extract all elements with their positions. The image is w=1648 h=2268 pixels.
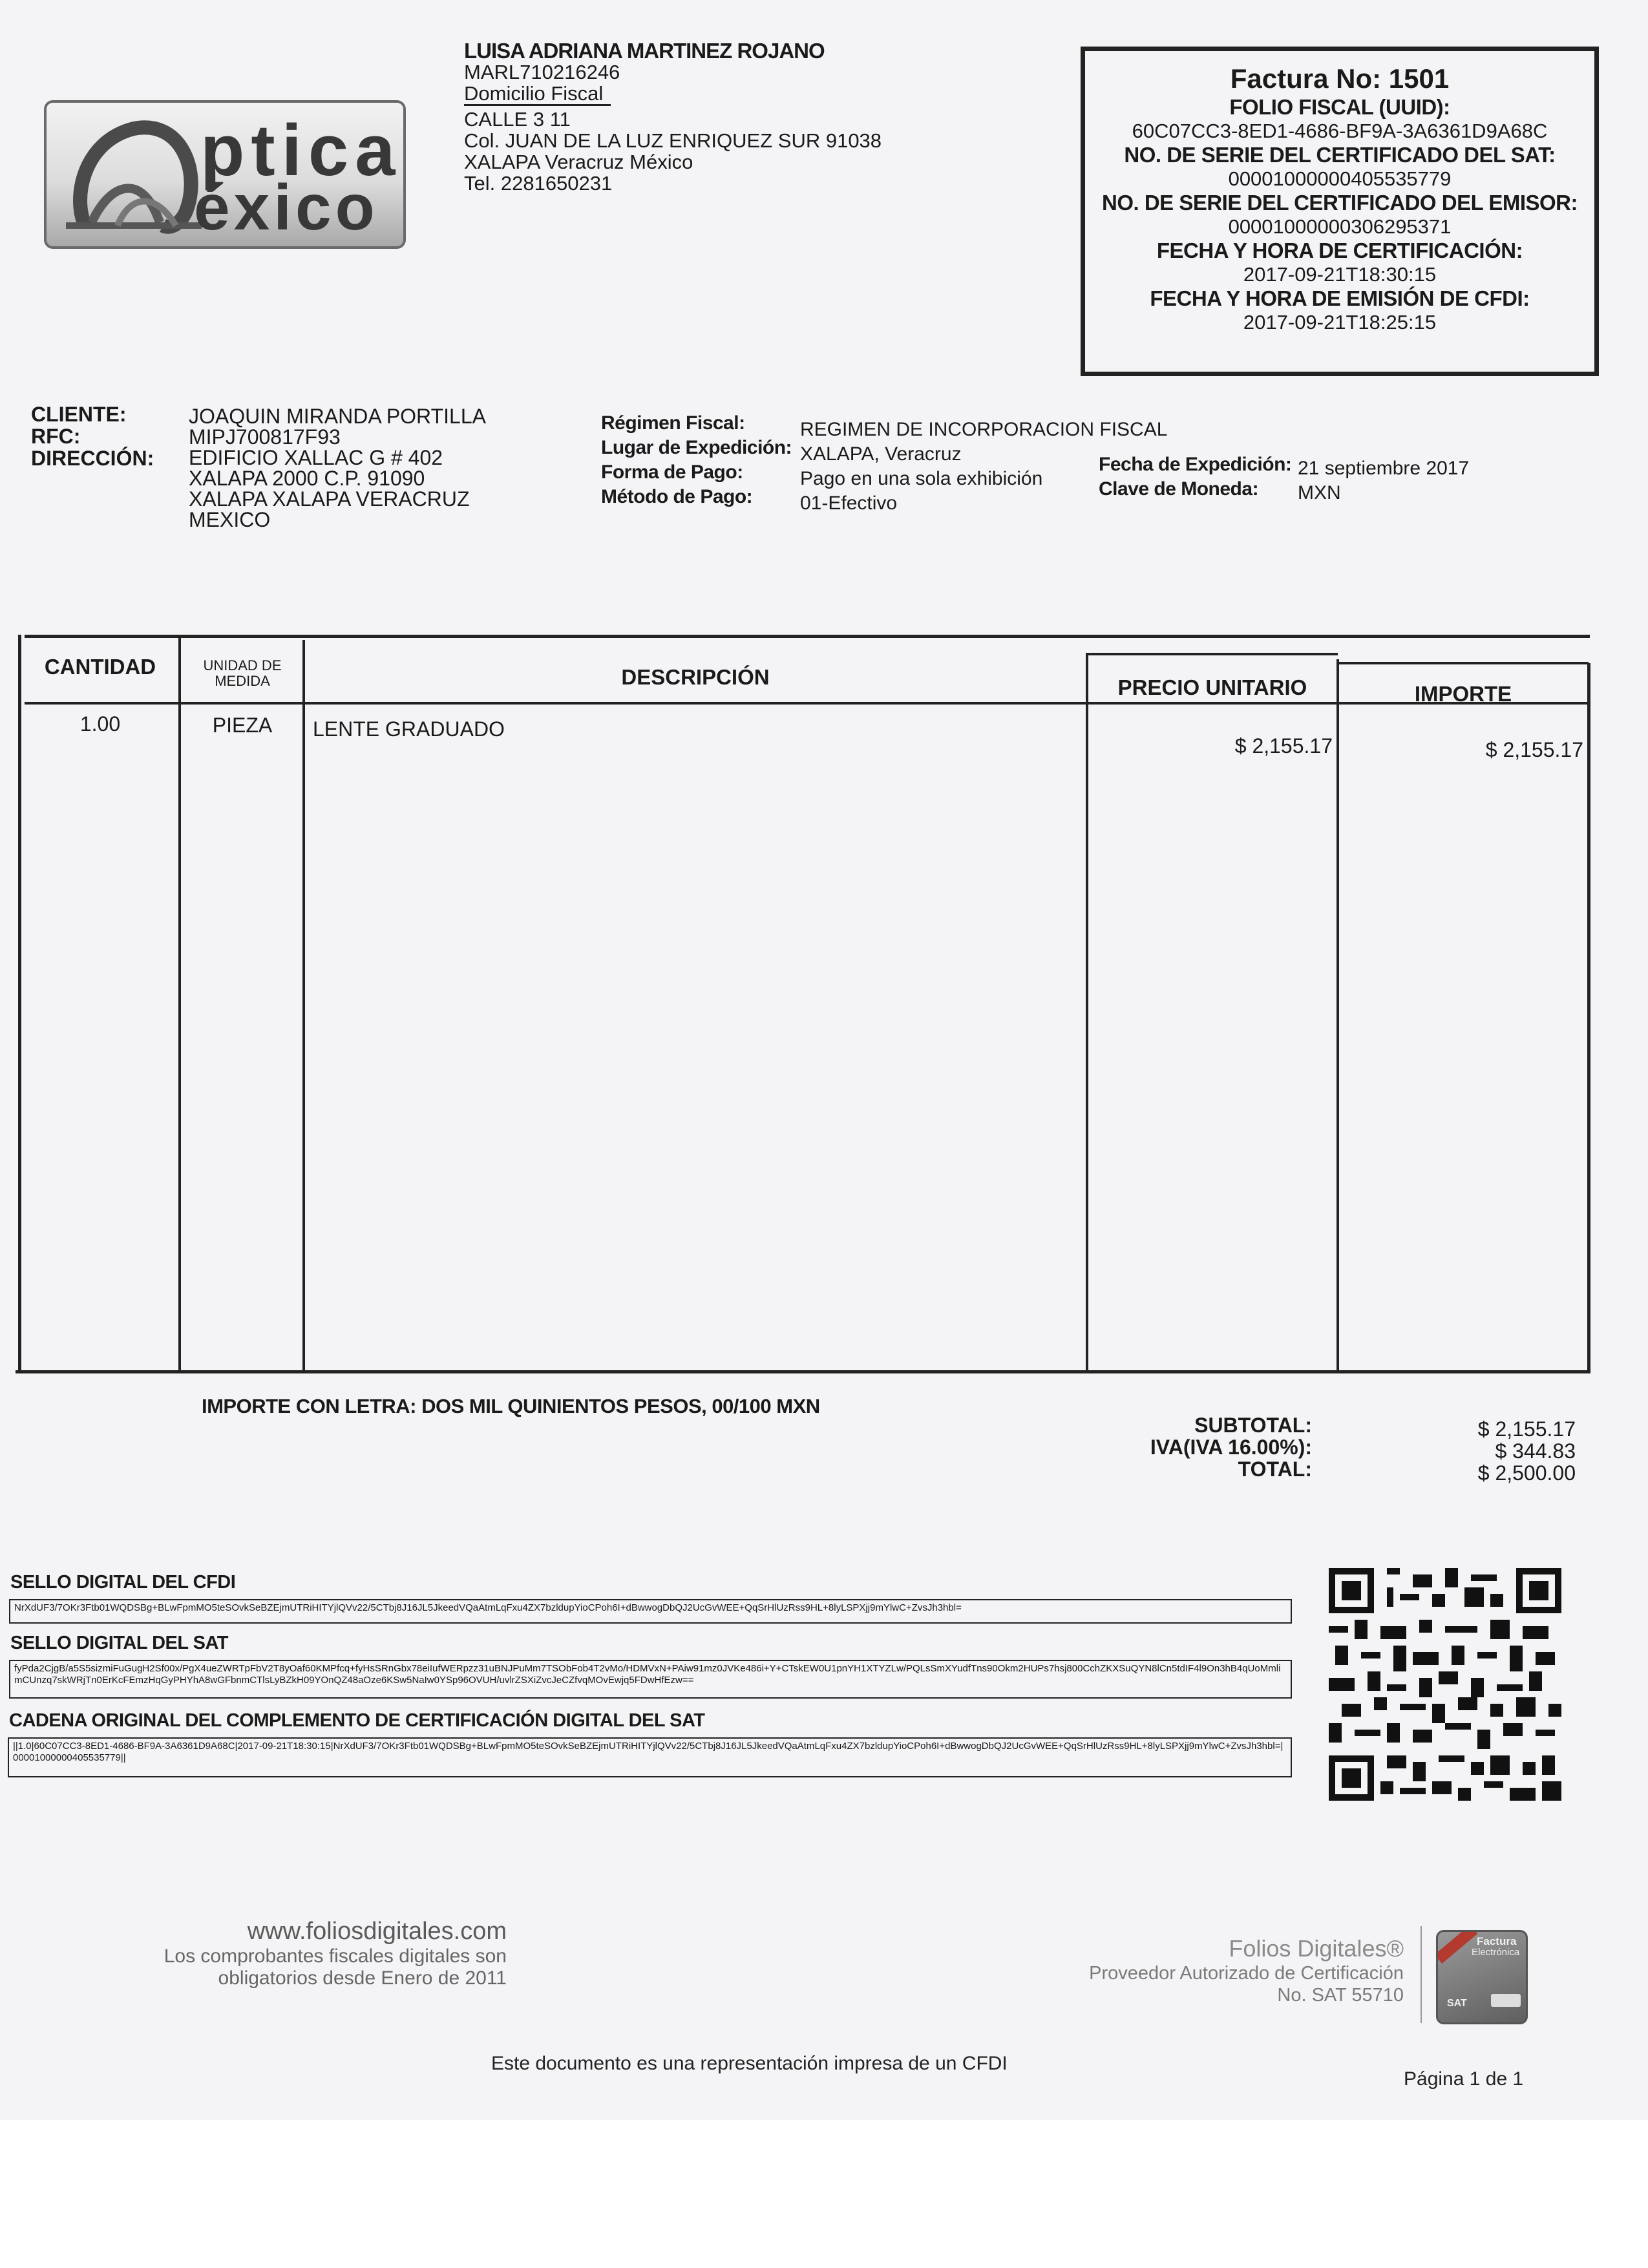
- emision-date-label: FECHA Y HORA DE EMISIÓN DE CFDI:: [1150, 286, 1530, 310]
- client-addr3: XALAPA XALAPA VERACRUZ: [189, 487, 470, 511]
- header-unidad-line1: UNIDAD DE: [203, 657, 282, 673]
- client-addr1: EDIFICIO XALLAC G # 402: [189, 446, 443, 469]
- totals-values: [1382, 1418, 1576, 1484]
- header-cantidad: CANTIDAD: [44, 655, 156, 679]
- cert-date-value: 2017-09-21T18:30:15: [1243, 263, 1437, 286]
- total-label: TOTAL:: [1238, 1457, 1312, 1481]
- emitter-colonia: Col. JUAN DE LA LUZ ENRIQUEZ SUR 91038: [464, 129, 882, 152]
- header-importe: IMPORTE: [1414, 682, 1512, 706]
- sat-cert-label: NO. DE SERIE DEL CERTIFICADO DEL SAT:: [1124, 143, 1556, 167]
- footer-brand: Folios Digitales®: [1229, 1935, 1404, 1962]
- row-importe: $ 2,155.17: [1485, 738, 1583, 761]
- lugar-value: XALAPA, Veracruz: [800, 443, 962, 465]
- rfc-label: RFC:: [31, 425, 81, 448]
- emisor-cert-label: NO. DE SERIE DEL CERTIFICADO DEL EMISOR:: [1101, 191, 1578, 215]
- sello-sat-label: SELLO DIGITAL DEL SAT: [10, 1633, 228, 1653]
- footer-note1: Los comprobantes fiscales digitales son: [164, 1945, 507, 1967]
- fecha-values: [1298, 456, 1469, 505]
- iva-label: IVA(IVA 16.00%):: [1150, 1436, 1312, 1459]
- table-right-border: [1587, 663, 1590, 1373]
- iva-value: $ 344.83: [1495, 1439, 1576, 1463]
- client-labels: [31, 403, 154, 469]
- table-left-border: [18, 635, 21, 1373]
- logo-line2: éxico: [194, 171, 379, 244]
- sat-badge-icon: [1436, 1930, 1528, 2024]
- sat-badge-pill: [1491, 1994, 1521, 2007]
- totals-labels: [1066, 1414, 1312, 1480]
- fecha-value: 21 septiembre 2017: [1298, 458, 1470, 479]
- metodo-label: Método de Pago:: [601, 486, 753, 507]
- footer-note2: obligatorios desde Enero de 2011: [218, 1967, 507, 1989]
- cadena-label: CADENA ORIGINAL DEL COMPLEMENTO DE CERTIFICACIÓN DIGITAL DEL SAT: [9, 1710, 705, 1731]
- client-rfc: MIPJ700817F93: [189, 425, 341, 449]
- col-divider-1: [178, 635, 181, 1372]
- page-number: Página 1 de 1: [1404, 2068, 1524, 2090]
- footer-website[interactable]: www.foliosdigitales.com: [247, 1918, 507, 1945]
- direccion-label: DIRECCIÓN:: [31, 447, 154, 470]
- footer-divider: [1421, 1926, 1422, 2023]
- folio-label: FOLIO FISCAL (UUID):: [1229, 95, 1450, 119]
- fiscal-labels: [601, 411, 792, 509]
- metodo-value: 01-Efectivo: [800, 493, 898, 514]
- amount-words-value: DOS MIL QUINIENTOS PESOS, 00/100 MXN: [421, 1395, 820, 1417]
- subtotal-label: SUBTOTAL:: [1194, 1414, 1312, 1437]
- folio-value: 60C07CC3-8ED1-4686-BF9A-3A6361D9A68C: [1132, 120, 1548, 142]
- fecha-label: Fecha de Expedición:: [1099, 454, 1292, 475]
- header-unidad: [182, 658, 302, 689]
- cadena-value: ||1.0|60C07CC3-8ED1-4686-BF9A-3A6361D9A68C|2017-09-21T18:30:15|NrXdUF3/7OKr3Ftb01WQDSBg+BLwFpmMO5teSOvkSeBZEjmUTRiHITYjlQVv22/5CTbj8J16JL5JkeedVQaAtmLqFxu4ZX7bzldupYioCPoh6I+dBwwogDbQJ2UcGvWEE+QqSrHlUzRss9HL+8lyLSPXjj9mYlwC+ZvsJh3hbl=|00001000000405535779||: [8, 1737, 1292, 1777]
- header-precio: PRECIO UNITARIO: [1117, 675, 1307, 699]
- col-divider-2: [302, 640, 305, 1372]
- qr-code-icon: [1329, 1568, 1561, 1801]
- sello-cfdi-label: SELLO DIGITAL DEL CFDI: [10, 1572, 236, 1593]
- table-top-border: [25, 635, 1590, 638]
- emitter-block: [464, 40, 882, 194]
- emitter-city: XALAPA Veracruz México: [464, 151, 693, 173]
- client-values: [189, 406, 486, 530]
- moneda-label: Clave de Moneda:: [1099, 478, 1259, 500]
- logo-line1: ptica: [200, 110, 402, 191]
- fecha-labels: [1099, 452, 1291, 502]
- emisor-cert-value: 00001000000306295371: [1228, 215, 1452, 238]
- row-cantidad: 1.00: [79, 712, 121, 736]
- representation-note: Este documento es una representación impresa de un CFDI: [491, 2053, 1008, 2074]
- sat-cert-value: 00001000000405535779: [1228, 167, 1452, 190]
- forma-label: Forma de Pago:: [601, 461, 743, 483]
- regimen-label: Régimen Fiscal:: [601, 412, 745, 434]
- subtotal-value: $ 2,155.17: [1477, 1417, 1576, 1441]
- emitter-domicilio-label: Domicilio Fiscal: [464, 83, 611, 106]
- forma-value: Pago en una sola exhibición: [800, 468, 1043, 489]
- price-header-top: [1088, 653, 1338, 655]
- col-divider-4: [1336, 659, 1339, 1372]
- invoice-info-box: [1081, 47, 1599, 376]
- emitter-phone: Tel. 2281650231: [464, 172, 613, 195]
- importe-header-top: [1339, 662, 1589, 664]
- client-addr2: XALAPA 2000 C.P. 91090: [189, 467, 425, 490]
- sello-sat-value: fyPda2CjgB/a5S5sizmiFuGugH2Sf00x/PgX4ueZWRTpFbV2T8yOaf60KMPfcq+fyHsSRnGbx78eiIufWERpzz31uBNJPuMm7TSObFob4T2vMo/HDMVxN+PAiw91mz0JVKe486i+Y+CTskEW0U1pnYH1XTYZLw/PQLsSmXYudfTns90Okm2HUPs7hsj800CchZKXSuQYN8lCn5tdIF4l9On3hB4qUoMmlimCUnzq7skWRjTn0ErKcFEmzHqGyPHYhA8wGFbnmCTlsLyBZkH09YOnQZ48aOze6KSw5NaIw0YSp96OVUH/uvlrZSXiZvcJeCZfvqMOvEwjq5FDwHfEzw==: [9, 1660, 1292, 1699]
- regimen-value: REGIMEN DE INCORPORACION FISCAL: [800, 419, 1168, 440]
- header-descripcion: DESCRIPCIÓN: [621, 665, 770, 689]
- invoice-title: Factura No: 1501: [1230, 63, 1450, 94]
- col-divider-3: [1086, 653, 1088, 1372]
- sat-badge-text2: Electrónica: [1472, 1947, 1520, 1958]
- emitter-street: CALLE 3 11: [464, 108, 571, 131]
- emision-date-value: 2017-09-21T18:25:15: [1243, 311, 1437, 334]
- client-addr4: MEXICO: [189, 508, 271, 531]
- table-bottom-border: [16, 1370, 1590, 1373]
- header-unidad-line2: MEDIDA: [215, 673, 270, 689]
- footer-right: [1047, 1935, 1404, 2006]
- footer-provider: Proveedor Autorizado de Certificación: [1089, 1963, 1404, 1984]
- footer-sat-no: No. SAT 55710: [1277, 1985, 1404, 2006]
- sello-cfdi-value: NrXdUF3/7OKr3Ftb01WQDSBg+BLwFpmMO5teSOvkSeBZEjmUTRiHITYjlQVv22/5CTbj8J16JL5JkeedVQaAtmLqFxu4ZX7bzldupYioCPoh6I+dBwwogDbQJ2UcGvWEE+QqSrHlUzRss9HL+8lyLSPXjj9mYlwC+ZvsJh3hbl=: [9, 1599, 1292, 1624]
- amount-words: [202, 1395, 820, 1418]
- client-name: JOAQUIN MIRANDA PORTILLA: [189, 405, 486, 428]
- footer-left: [103, 1917, 507, 1989]
- emitter-name: LUISA ADRIANA MARTINEZ ROJANO: [464, 39, 825, 63]
- amount-words-label: IMPORTE CON LETRA:: [202, 1395, 416, 1417]
- total-value: $ 2,500.00: [1477, 1461, 1576, 1485]
- lugar-label: Lugar de Expedición:: [601, 437, 792, 458]
- sat-badge-text1: Factura: [1477, 1935, 1517, 1947]
- emitter-rfc: MARL710216246: [464, 61, 620, 83]
- sat-badge-text3: SAT: [1447, 1998, 1467, 2009]
- cliente-label: CLIENTE:: [31, 403, 127, 426]
- optica-mexico-logo: [44, 100, 406, 249]
- row-precio: $ 2,155.17: [1234, 734, 1333, 758]
- cert-date-label: FECHA Y HORA DE CERTIFICACIÓN:: [1156, 238, 1523, 262]
- row-descripcion: LENTE GRADUADO: [313, 717, 505, 741]
- moneda-value: MXN: [1298, 482, 1341, 503]
- row-unidad: PIEZA: [212, 714, 273, 737]
